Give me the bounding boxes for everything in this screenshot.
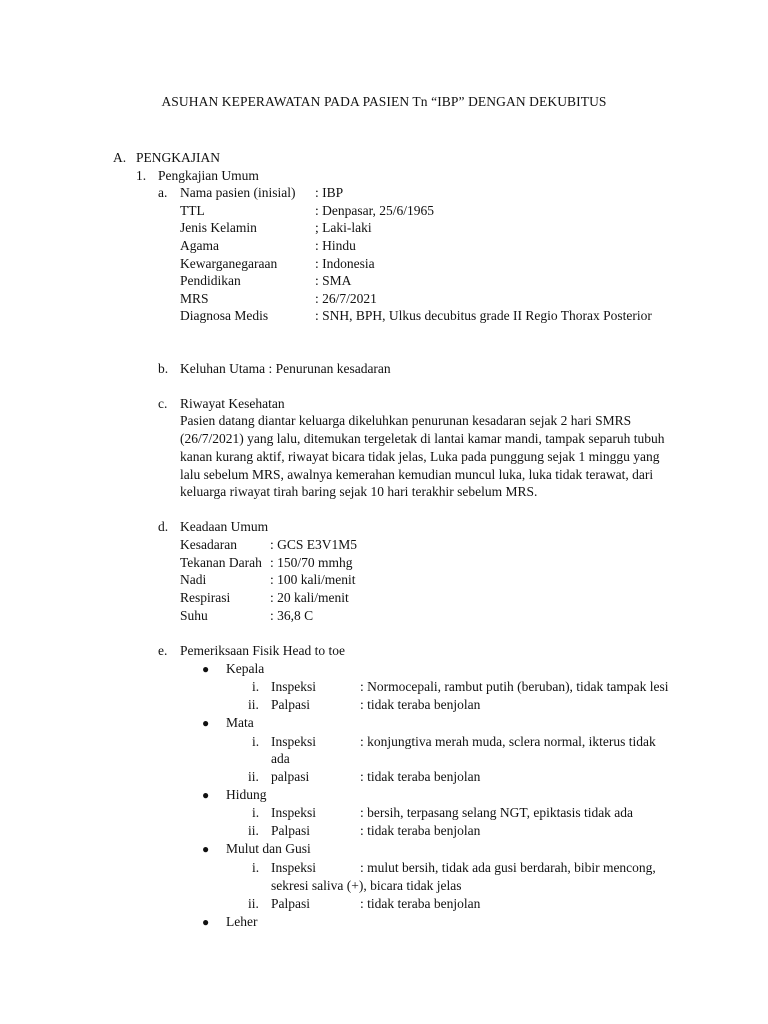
- health-history-line: (26/7/2021) yang lalu, ditemukan tergeletak di lantai kamar mandi, tampak separuh tubuh: [180, 431, 665, 446]
- vital-value: : 36,8 C: [270, 608, 314, 623]
- exam-method: Palpasi: [271, 697, 310, 712]
- exam-num: i.: [252, 805, 260, 820]
- identity-value: : IBP: [315, 185, 344, 200]
- identity-value: : Denpasar, 25/6/1965: [315, 203, 435, 218]
- physical-exam-heading: Pemeriksaan Fisik Head to toe: [180, 643, 345, 658]
- exam-finding: : konjungtiva merah muda, sclera normal, ikterus tidak: [360, 734, 656, 749]
- exam-num: ii.: [248, 823, 259, 838]
- vital-value: : 100 kali/menit: [270, 572, 356, 587]
- item-1-marker: 1.: [136, 168, 147, 183]
- vital-label: Tekanan Darah: [180, 555, 262, 570]
- identity-label: Nama pasien (inisial): [180, 185, 296, 200]
- identity-value: : Hindu: [315, 238, 356, 253]
- identity-value: : Indonesia: [315, 256, 375, 271]
- exam-finding-continued: ada: [271, 751, 290, 766]
- chief-complaint: Keluhan Utama : Penurunan kesadaran: [180, 361, 391, 376]
- document-title: ASUHAN KEPERAWATAN PADA PASIEN Tn “IBP” DENGAN DEKUBITUS: [161, 94, 607, 109]
- identity-label: Jenis Kelamin: [180, 220, 257, 235]
- identity-label: Agama: [180, 238, 219, 253]
- exam-method: Palpasi: [271, 823, 310, 838]
- bullet-icon: ●: [202, 716, 210, 730]
- vital-label: Suhu: [180, 608, 208, 623]
- identity-label: TTL: [180, 203, 205, 218]
- exam-area-mulut: Mulut dan Gusi: [226, 841, 311, 856]
- exam-method: Inspeksi: [271, 679, 316, 694]
- health-history-line: lalu sebelum MRS, awalnya kemerahan kemudian muncul luka, luka tidak terawat, dari: [180, 467, 654, 482]
- exam-finding: : tidak teraba benjolan: [360, 823, 481, 838]
- identity-label: MRS: [180, 291, 209, 306]
- bullet-icon: ●: [202, 842, 210, 856]
- identity-label: Diagnosa Medis: [180, 308, 269, 323]
- sub-d-marker: d.: [158, 519, 169, 534]
- exam-num: i.: [252, 734, 260, 749]
- bullet-icon: ●: [202, 788, 210, 802]
- exam-finding: : mulut bersih, tidak ada gusi berdarah, bibir mencong,: [360, 860, 656, 875]
- vital-value: : 20 kali/menit: [270, 590, 349, 605]
- exam-finding: : tidak teraba benjolan: [360, 697, 481, 712]
- health-history-line: Pasien datang diantar keluarga dikeluhkan penurunan kesadaran sejak 2 hari SMRS: [180, 413, 632, 428]
- exam-method: Palpasi: [271, 896, 310, 911]
- identity-label: Pendidikan: [180, 273, 241, 288]
- exam-num: ii.: [248, 697, 259, 712]
- sub-e-marker: e.: [158, 643, 168, 658]
- sub-a-marker: a.: [158, 185, 168, 200]
- vital-value: : 150/70 mmhg: [270, 555, 353, 570]
- sub-c-marker: c.: [158, 396, 168, 411]
- identity-value: : SNH, BPH, Ulkus decubitus grade II Regio Thorax Posterior: [315, 308, 652, 323]
- exam-area-mata: Mata: [226, 715, 254, 730]
- vital-label: Kesadaran: [180, 537, 237, 552]
- exam-finding: : tidak teraba benjolan: [360, 896, 481, 911]
- vital-label: Nadi: [180, 572, 207, 587]
- exam-num: i.: [252, 679, 260, 694]
- exam-finding: : bersih, terpasang selang NGT, epiktasis tidak ada: [360, 805, 634, 820]
- exam-method: Inspeksi: [271, 734, 316, 749]
- exam-method: Inspeksi: [271, 860, 316, 875]
- bullet-icon: ●: [202, 662, 210, 676]
- identity-value: : SMA: [315, 273, 352, 288]
- exam-method: palpasi: [271, 769, 310, 784]
- health-history-line: kanan kurang aktif, riwayat bicara tidak jelas, Luka pada punggung sejak 1 minggu yang: [180, 449, 660, 464]
- health-history-heading: Riwayat Kesehatan: [180, 396, 285, 411]
- section-a-heading: PENGKAJIAN: [136, 150, 220, 165]
- exam-num: ii.: [248, 769, 259, 784]
- exam-area-hidung: Hidung: [226, 787, 267, 802]
- section-a-marker: A.: [113, 150, 127, 165]
- vital-label: Respirasi: [180, 590, 231, 605]
- bullet-icon: ●: [202, 915, 210, 929]
- exam-finding: : Normocepali, rambut putih (beruban), tidak tampak lesi: [360, 679, 669, 694]
- exam-method: Inspeksi: [271, 805, 316, 820]
- identity-value: : 26/7/2021: [315, 291, 377, 306]
- exam-num: i.: [252, 860, 260, 875]
- exam-num: ii.: [248, 896, 259, 911]
- exam-finding: : tidak teraba benjolan: [360, 769, 481, 784]
- sub-b-marker: b.: [158, 361, 169, 376]
- identity-label: Kewarganegaraan: [180, 256, 278, 271]
- general-condition-heading: Keadaan Umum: [180, 519, 269, 534]
- health-history-line: keluarga riwayat tirah baring sejak 10 hari terakhir sebelum MRS.: [180, 484, 538, 499]
- item-1-heading: Pengkajian Umum: [158, 168, 259, 183]
- exam-finding-continued: sekresi saliva (+), bicara tidak jelas: [271, 878, 462, 893]
- exam-area-kepala: Kepala: [226, 661, 265, 676]
- vital-value: : GCS E3V1M5: [270, 537, 358, 552]
- exam-area-leher: Leher: [226, 914, 258, 929]
- identity-value: ; Laki-laki: [315, 220, 372, 235]
